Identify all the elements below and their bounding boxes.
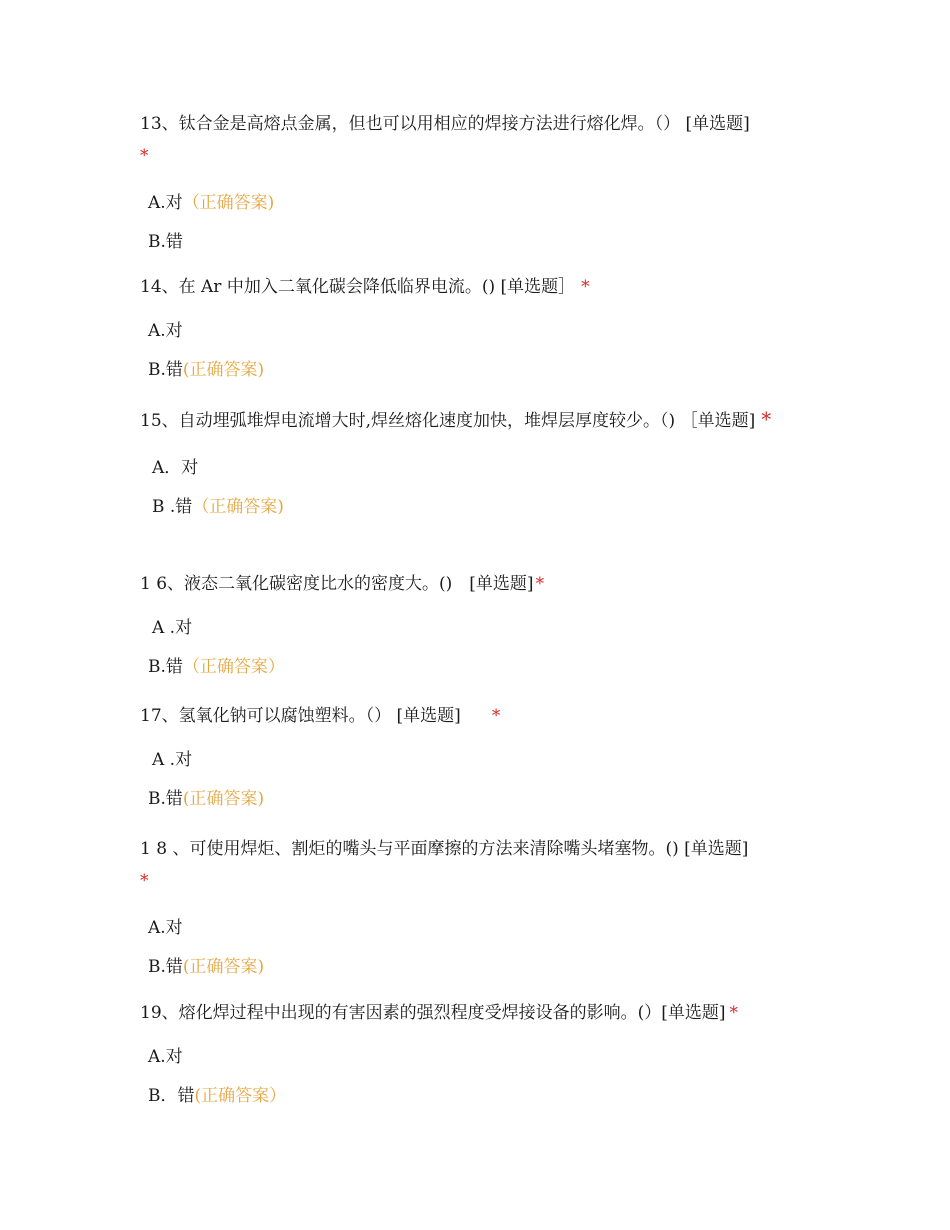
option-label: A .对	[152, 618, 193, 638]
option-label: B.错	[148, 232, 183, 252]
option-label: A .对	[152, 750, 193, 770]
option-a[interactable]	[148, 1046, 820, 1068]
question-15	[140, 403, 820, 518]
correct-answer-tag: (正确答案)	[182, 789, 265, 809]
option-b[interactable]	[152, 496, 820, 518]
option-a[interactable]	[148, 320, 820, 342]
question-stem	[140, 271, 820, 303]
option-b[interactable]	[148, 956, 820, 978]
option-label: A．对	[152, 458, 199, 478]
required-marker: *	[535, 574, 545, 594]
correct-answer-tag: （正确答案）	[182, 657, 285, 677]
required-marker: *	[729, 1003, 739, 1023]
option-b[interactable]	[148, 788, 820, 810]
option-a[interactable]	[152, 749, 820, 771]
correct-answer-tag: (正确答案）	[194, 1086, 287, 1106]
question-stem	[140, 997, 820, 1029]
option-a[interactable]	[152, 457, 820, 479]
option-label: A.对	[148, 918, 183, 938]
option-label: A.对	[148, 1047, 183, 1067]
question-14	[140, 271, 820, 381]
required-marker: *	[140, 871, 149, 891]
question-text: 17、氢氧化钠可以腐蚀塑料。（） [单选题]	[140, 706, 478, 726]
question-text: 14、在 Ar 中加入二氧化碳会降低临界电流。() [单选题］	[140, 277, 576, 297]
question-stem	[140, 403, 820, 437]
question-stem	[140, 700, 820, 732]
required-marker: *	[140, 146, 149, 166]
question-18	[140, 833, 820, 978]
question-stem	[140, 833, 820, 897]
question-text: 19、熔化焊过程中出现的有害因素的强烈程度受焊接设备的影响。(）[单选题]	[140, 1003, 726, 1023]
option-label: A.对	[148, 193, 183, 213]
question-16	[140, 568, 820, 678]
correct-answer-tag: (正确答案)	[182, 360, 265, 380]
question-19	[140, 997, 820, 1107]
question-text: 1 6、液态二氧化碳密度比水的密度大。() [单选题]	[140, 574, 534, 594]
correct-answer-tag: （正确答案)	[192, 497, 284, 517]
option-a[interactable]	[152, 617, 820, 639]
question-stem	[140, 108, 820, 172]
required-marker: *	[491, 706, 501, 726]
option-b[interactable]	[148, 359, 820, 381]
option-label: B.错	[148, 360, 183, 380]
option-label: B.错	[148, 657, 183, 677]
option-label: B．错	[148, 1086, 195, 1106]
required-marker: *	[761, 407, 772, 431]
option-b[interactable]	[148, 656, 820, 678]
option-label: B.错	[148, 789, 183, 809]
question-17	[140, 700, 820, 810]
question-text: 13、钛合金是高熔点金属，但也可以用相应的焊接方法进行熔化焊。（） [单选题]	[140, 114, 750, 134]
correct-answer-tag: (正确答案)	[182, 957, 265, 977]
option-a[interactable]	[148, 917, 820, 939]
correct-answer-tag: （正确答案)	[182, 193, 275, 213]
required-marker: *	[581, 277, 590, 297]
option-label: B .错	[152, 497, 193, 517]
question-13	[140, 108, 820, 253]
question-stem	[140, 568, 820, 600]
question-text: 1 8 、可使用焊炬、割炬的嘴头与平面摩擦的方法来清除嘴头堵塞物。() [单选题]	[140, 839, 749, 859]
option-a[interactable]	[148, 192, 820, 214]
option-b[interactable]	[148, 1085, 820, 1107]
option-label: B.错	[148, 957, 183, 977]
option-b[interactable]	[148, 231, 820, 253]
option-label: A.对	[148, 321, 183, 341]
question-text: 15、自动埋弧堆焊电流增大时,焊丝熔化速度加快，堆焊层厚度较少。（) ［单选题]	[140, 411, 756, 431]
